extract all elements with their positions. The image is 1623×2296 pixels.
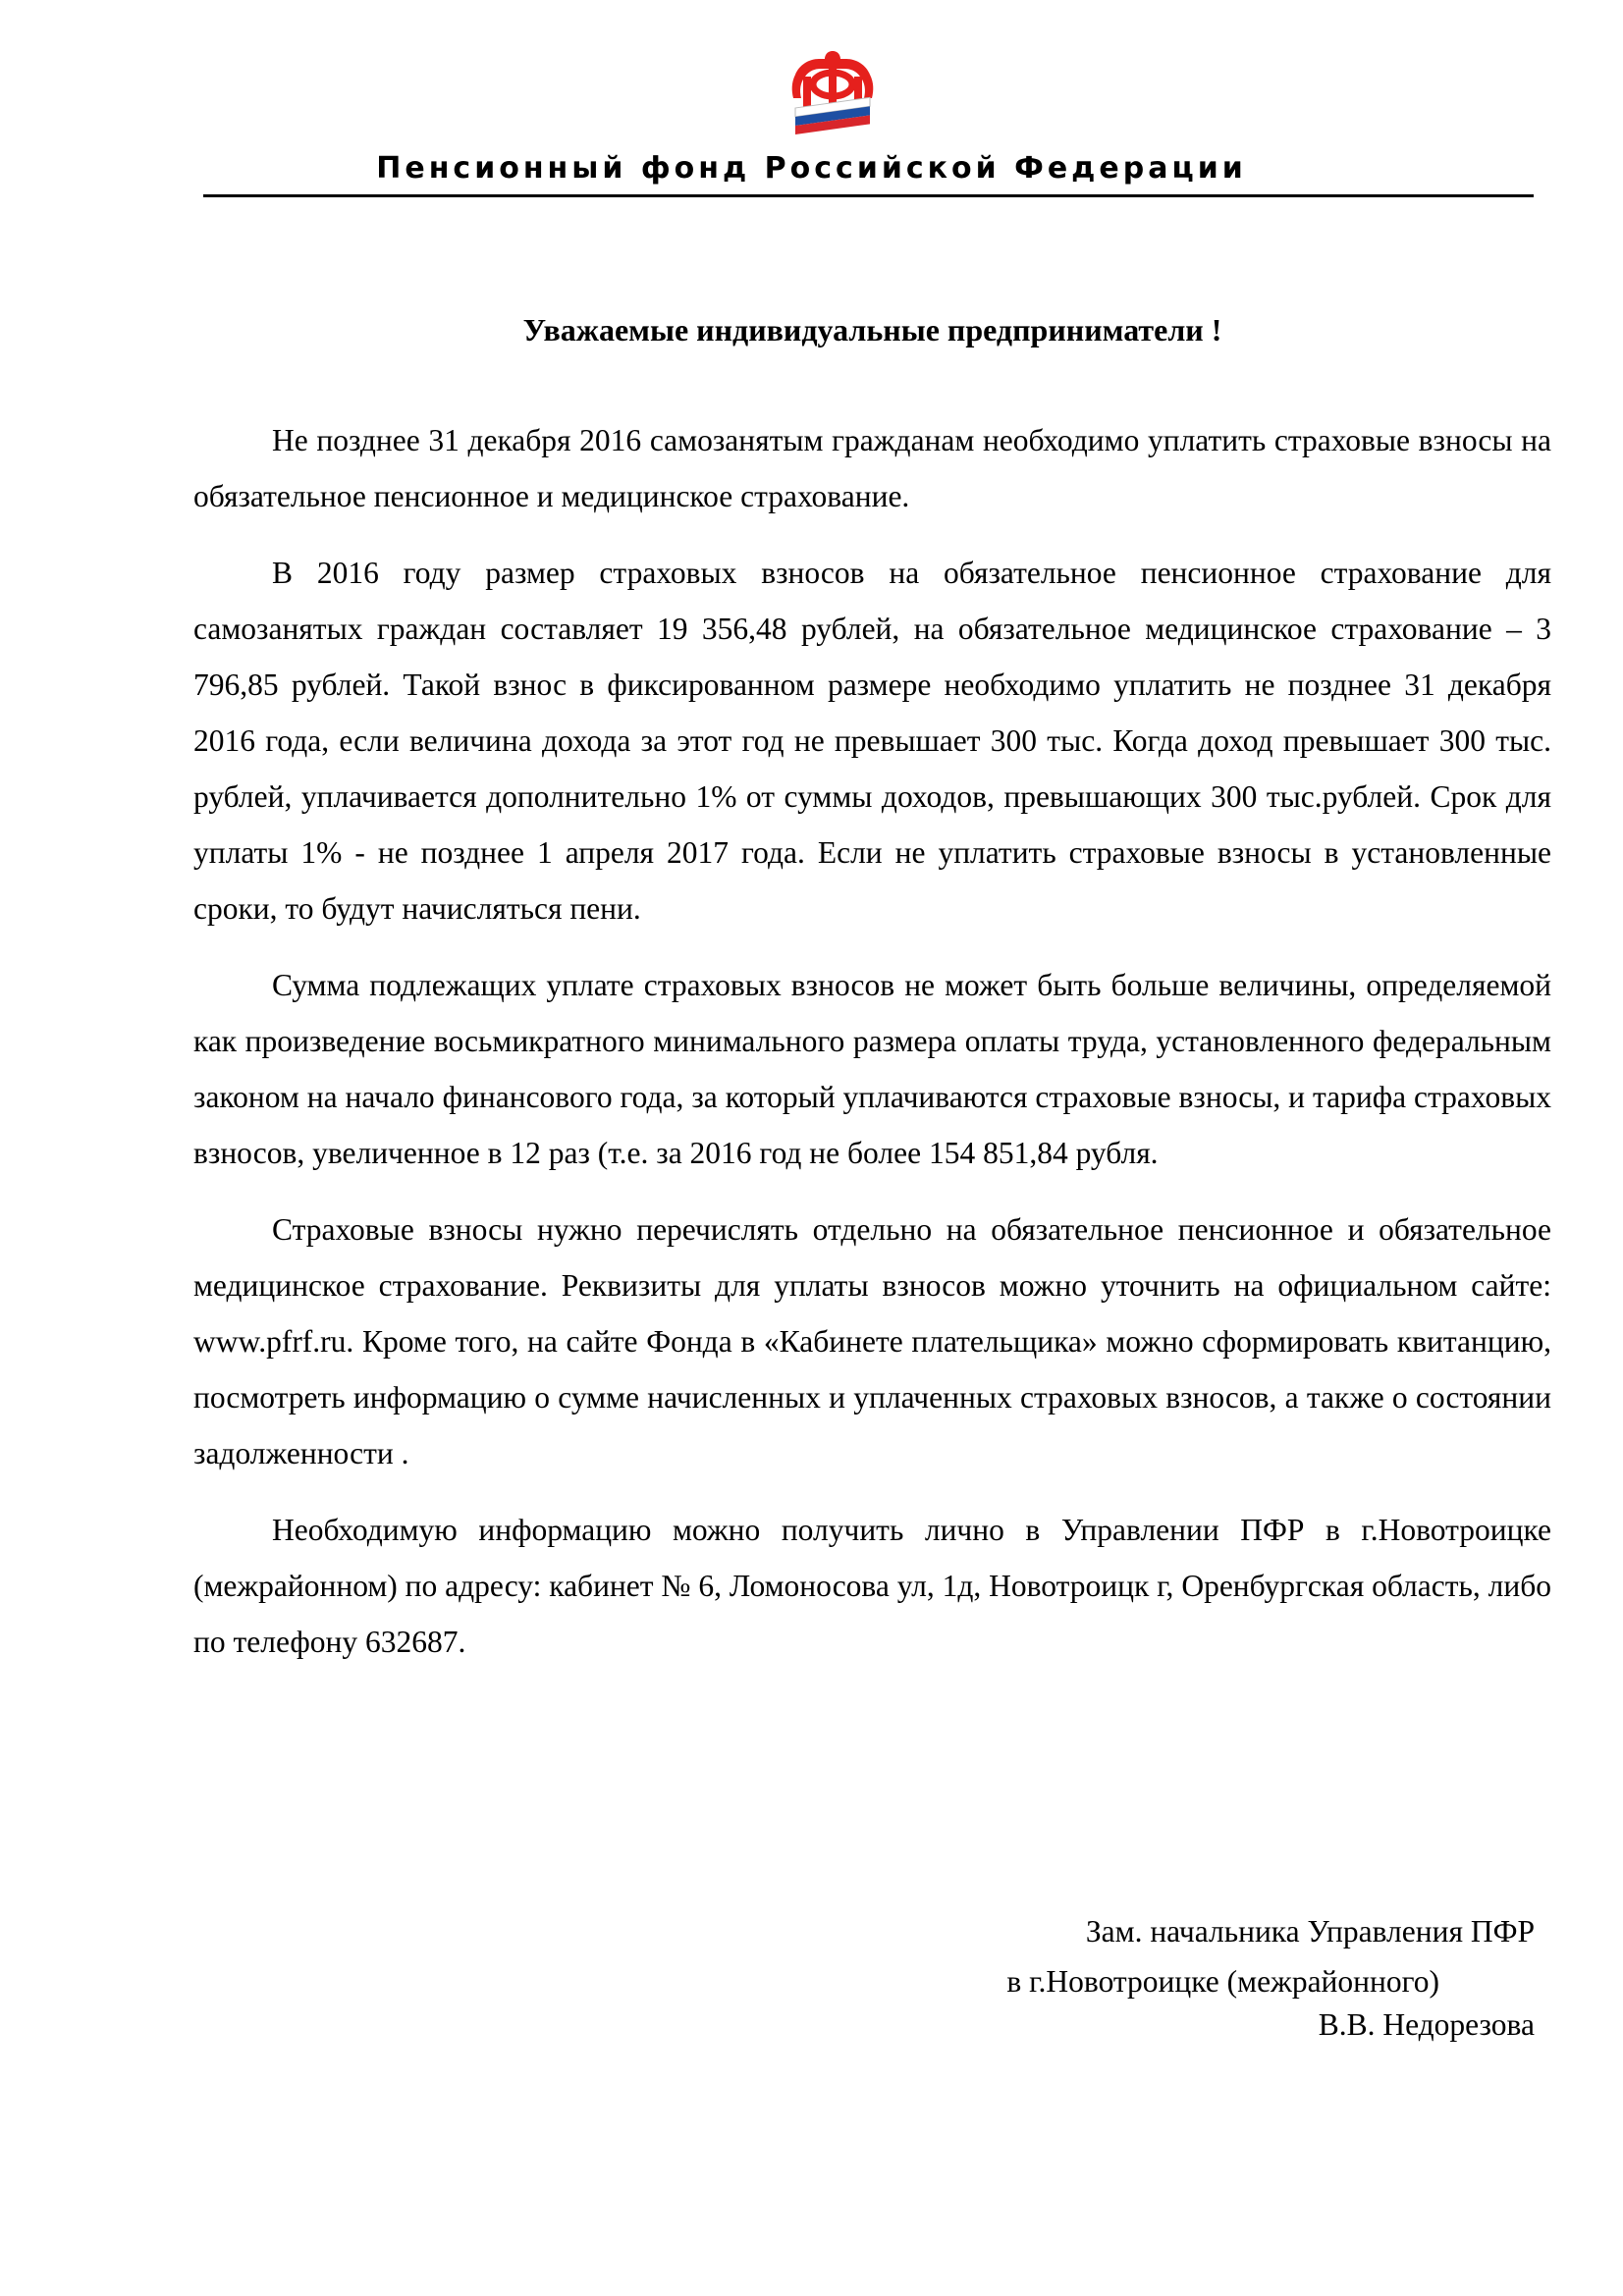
signature-name: В.В. Недорезова bbox=[1318, 2007, 1535, 2042]
paragraph: В 2016 году размер страховых взносов на обязательное пенсионное страхование для самозанятых граждан составляет 19 356,48 рублей, на обязательное медицинское страхование – 3 796,85 рублей. Такой взнос в фиксированном размере необходимо уплатить не позднее 31 декабря 2016 года, если величина дохода за этот год не превышает 300 тыс. Когда доход превышает 300 тыс. рублей, уплачивается дополнительно 1% от суммы доходов, превышающих 300 тыс.рублей. Срок для уплаты 1% - не позднее 1 апреля 2017 года. Если не уплатить страховые взносы в установленные сроки, то будут начисляться пени. bbox=[193, 556, 1551, 926]
signature-title-line2: в г.Новотроицке (межрайонного) bbox=[1006, 1964, 1439, 1999]
paragraph: Необходимую информацию можно получить лично в Управлении ПФР в г.Новотроицке (межрайонном) по адресу: кабинет № 6, Ломоносова ул, 1д, Новотроицк г, Оренбургская область, либо по телефону 632687. bbox=[193, 1513, 1551, 1659]
organization-name: Пенсионный фонд Российской Федерации bbox=[376, 151, 1247, 186]
pfr-emblem-icon bbox=[782, 47, 884, 145]
document-body bbox=[193, 412, 1551, 1690]
document-heading: Уважаемые индивидуальные предприниматели ! bbox=[522, 312, 1222, 347]
paragraph: Страховые взносы нужно перечислять отдельно на обязательное пенсионное и обязательное медицинское страхование. Реквизиты для уплаты взносов можно уточнить на официальном сайте: www.pfrf.ru. Кроме того, на сайте Фонда в «Кабинете плательщика» можно сформировать квитанцию, посмотреть информацию о сумме начисленных и уплаченных страховых взносов, а также о состоянии задолженности . bbox=[193, 1212, 1551, 1470]
paragraph: Сумма подлежащих уплате страховых взносов не может быть больше величины, определяемой как произведение восьмикратного минимального размера оплаты труда, установленного федеральным законом на начало финансового года, за который уплачиваются страховые взносы, и тарифа страховых взносов, увеличенное в 12 раз (т.е. за 2016 год не более 154 851,84 рубля. bbox=[193, 968, 1551, 1170]
header-divider bbox=[203, 194, 1534, 197]
paragraph: Не позднее 31 декабря 2016 самозанятым гражданам необходимо уплатить страховые взносы на обязательное пенсионное и медицинское страхование. bbox=[193, 423, 1551, 513]
signature-title-line1: Зам. начальника Управления ПФР bbox=[1085, 1914, 1535, 1949]
